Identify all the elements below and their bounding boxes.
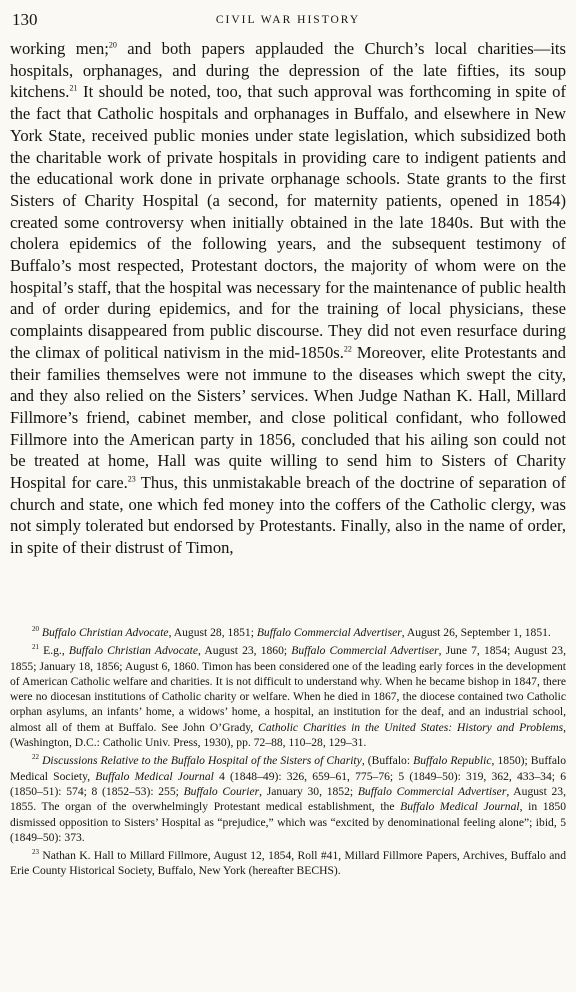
text-run: , January 30, 1852; (259, 784, 358, 798)
running-head (10, 8, 566, 34)
footnote (10, 625, 566, 640)
text-run: , in 1850 dismissed opposition to Sisters’ Hospital as “prejudice,” which was “excited by denominational feeling alone”; ibid, 5 (1849–50): 373. (10, 800, 566, 844)
text-run: , 1850); Buffalo Medical Society, (10, 754, 567, 783)
page-number: 130 (12, 10, 38, 29)
text-run: Moreover, elite Protestants and their families themselves were not immune to the diseases which swept the city, and they also relied on the Sisters’ services. When Judge Nathan K. Hall, Millard Fillmore’s friend, cabinet member, and close political confidant, who followed Fillmore into the American party in 1856, concluded that his ailing son could not be treated at home, Hall was quite willing to send him to Sisters of Charity Hospital for care. (10, 342, 566, 493)
italic-title: Buffalo Courier (183, 784, 260, 798)
footnote-number: 21 (32, 643, 39, 652)
text-run: working men; (10, 39, 109, 58)
footnote-number: 22 (32, 753, 39, 762)
text-run: , June 7, 1854; August 23, 1855; January 18, 1856; August 6, 1860. Timon has been considered one of the leading early forces in the development of American Catholic welfare and charities. It is not difficult to understand why. When he became bishop in 1847, there were no diocesan institutions of Catholic charity or welfare. When he died in 1867, the diocese contained two Catholic orphan asylums, an infants’ home, a widows’ home, a hospital, an institution for the deaf, and an industrial school, almost all of them at Buffalo. See John O’Grady, (10, 644, 566, 734)
text-run: , August 23, 1860; (198, 644, 292, 658)
footnotes (10, 625, 566, 882)
italic-title: Catholic Charities in the United States: History and Problems (258, 720, 564, 734)
italic-title: Buffalo Christian Advocate (41, 626, 169, 639)
footnote-ref: 23 (127, 474, 136, 484)
footnote-ref: 21 (69, 83, 78, 93)
running-title: CIVIL WAR HISTORY (215, 14, 361, 26)
italic-title: Buffalo Medical Journal (400, 800, 520, 814)
text-run: , August 23, 1855. The organ of the overwhelmingly Protestant medical establishment, the (10, 784, 566, 814)
footnote-text (10, 754, 566, 843)
italic-title: Discussions Relative to the Buffalo Hospital of the Sisters of Charity (42, 754, 362, 768)
text-run: , (Buffalo: (361, 754, 414, 768)
footnote (10, 848, 566, 879)
text-run: and both papers applauded the Church’s local charities—its hospitals, orphanages, and during the depression of the late fifties, its soup kitchens. (10, 39, 566, 102)
italic-title: Buffalo Christian Advocate (68, 644, 199, 658)
italic-title: Buffalo Republic (413, 754, 492, 768)
italic-title: Buffalo Commercial Advertiser (291, 644, 439, 658)
text-run: It should be noted, too, that such approval was forthcoming in spite of the fact that Catholic hospitals and orphanages in Buffalo, and elsewhere in New York State, received public monies under state legislation, which subsidized both the charitable work of private hospitals in providing care to indigent patients and the educational work done in private orphanage schools. State grants to the first Sisters of Charity Hospital (a second, for maternity patients, opened in 1854) created some controversy when initially obtained in the late 1840s. But with the cholera epidemics of the following years, and the subsequent testimony of Buffalo’s most respected, Protestant doctors, the majority of whom were on the hospital’s staff, that the hospital was necessary for the maintenance of public health and of order during epidemics, and for the training of local physicians, these complaints disappeared from public discourse. They did not even resurface during the climax of political nativism in the mid-1850s. (10, 82, 566, 362)
footnote-ref: 20 (108, 40, 117, 50)
footnote-number: 20 (32, 625, 39, 634)
footnote-text (10, 849, 566, 877)
footnote-text (10, 644, 566, 749)
text-run: 4 (1848–49): 326, 659–61, 775–76; 5 (1849–50): 319, 362, 433–34; 6 (1850–51): 574; 8 (1852–53): 255; (10, 769, 566, 798)
italic-title: Buffalo Medical Journal (95, 769, 214, 783)
italic-title: Buffalo Commercial Advertiser (256, 626, 402, 639)
text-run: Nathan K. Hall to Millard Fillmore, August 12, 1854, Roll #41, Millard Fillmore Papers, Archives, Buffalo and Erie County Historical Society, Buffalo, New York (hereafter BECHS). (10, 849, 567, 878)
text-run: Thus, this unmistakable breach of the doctrine of separation of church and state, one which fed money into the coffers of the Catholic clergy, was not simply tolerated but endorsed by Protestants. Finally, also in the name of order, in spite of their distrust of Timon, (10, 473, 566, 558)
footnote (10, 753, 566, 845)
body-paragraph (10, 38, 566, 559)
footnote-ref: 22 (343, 344, 352, 354)
text-run: , (Washington, D.C.: Catholic Univ. Press, 1930), pp. 72–88, 110–28, 129–31. (10, 720, 566, 750)
italic-title: Buffalo Commercial Advertiser (357, 784, 507, 798)
text-run: , August 28, 1851; (168, 626, 257, 639)
footnote-text (42, 626, 551, 639)
footnote-number: 23 (32, 848, 39, 857)
text-run: E.g., (43, 644, 69, 658)
footnote (10, 643, 566, 750)
text-run: , August 26, September 1, 1851. (401, 626, 551, 639)
body-text (10, 38, 566, 559)
